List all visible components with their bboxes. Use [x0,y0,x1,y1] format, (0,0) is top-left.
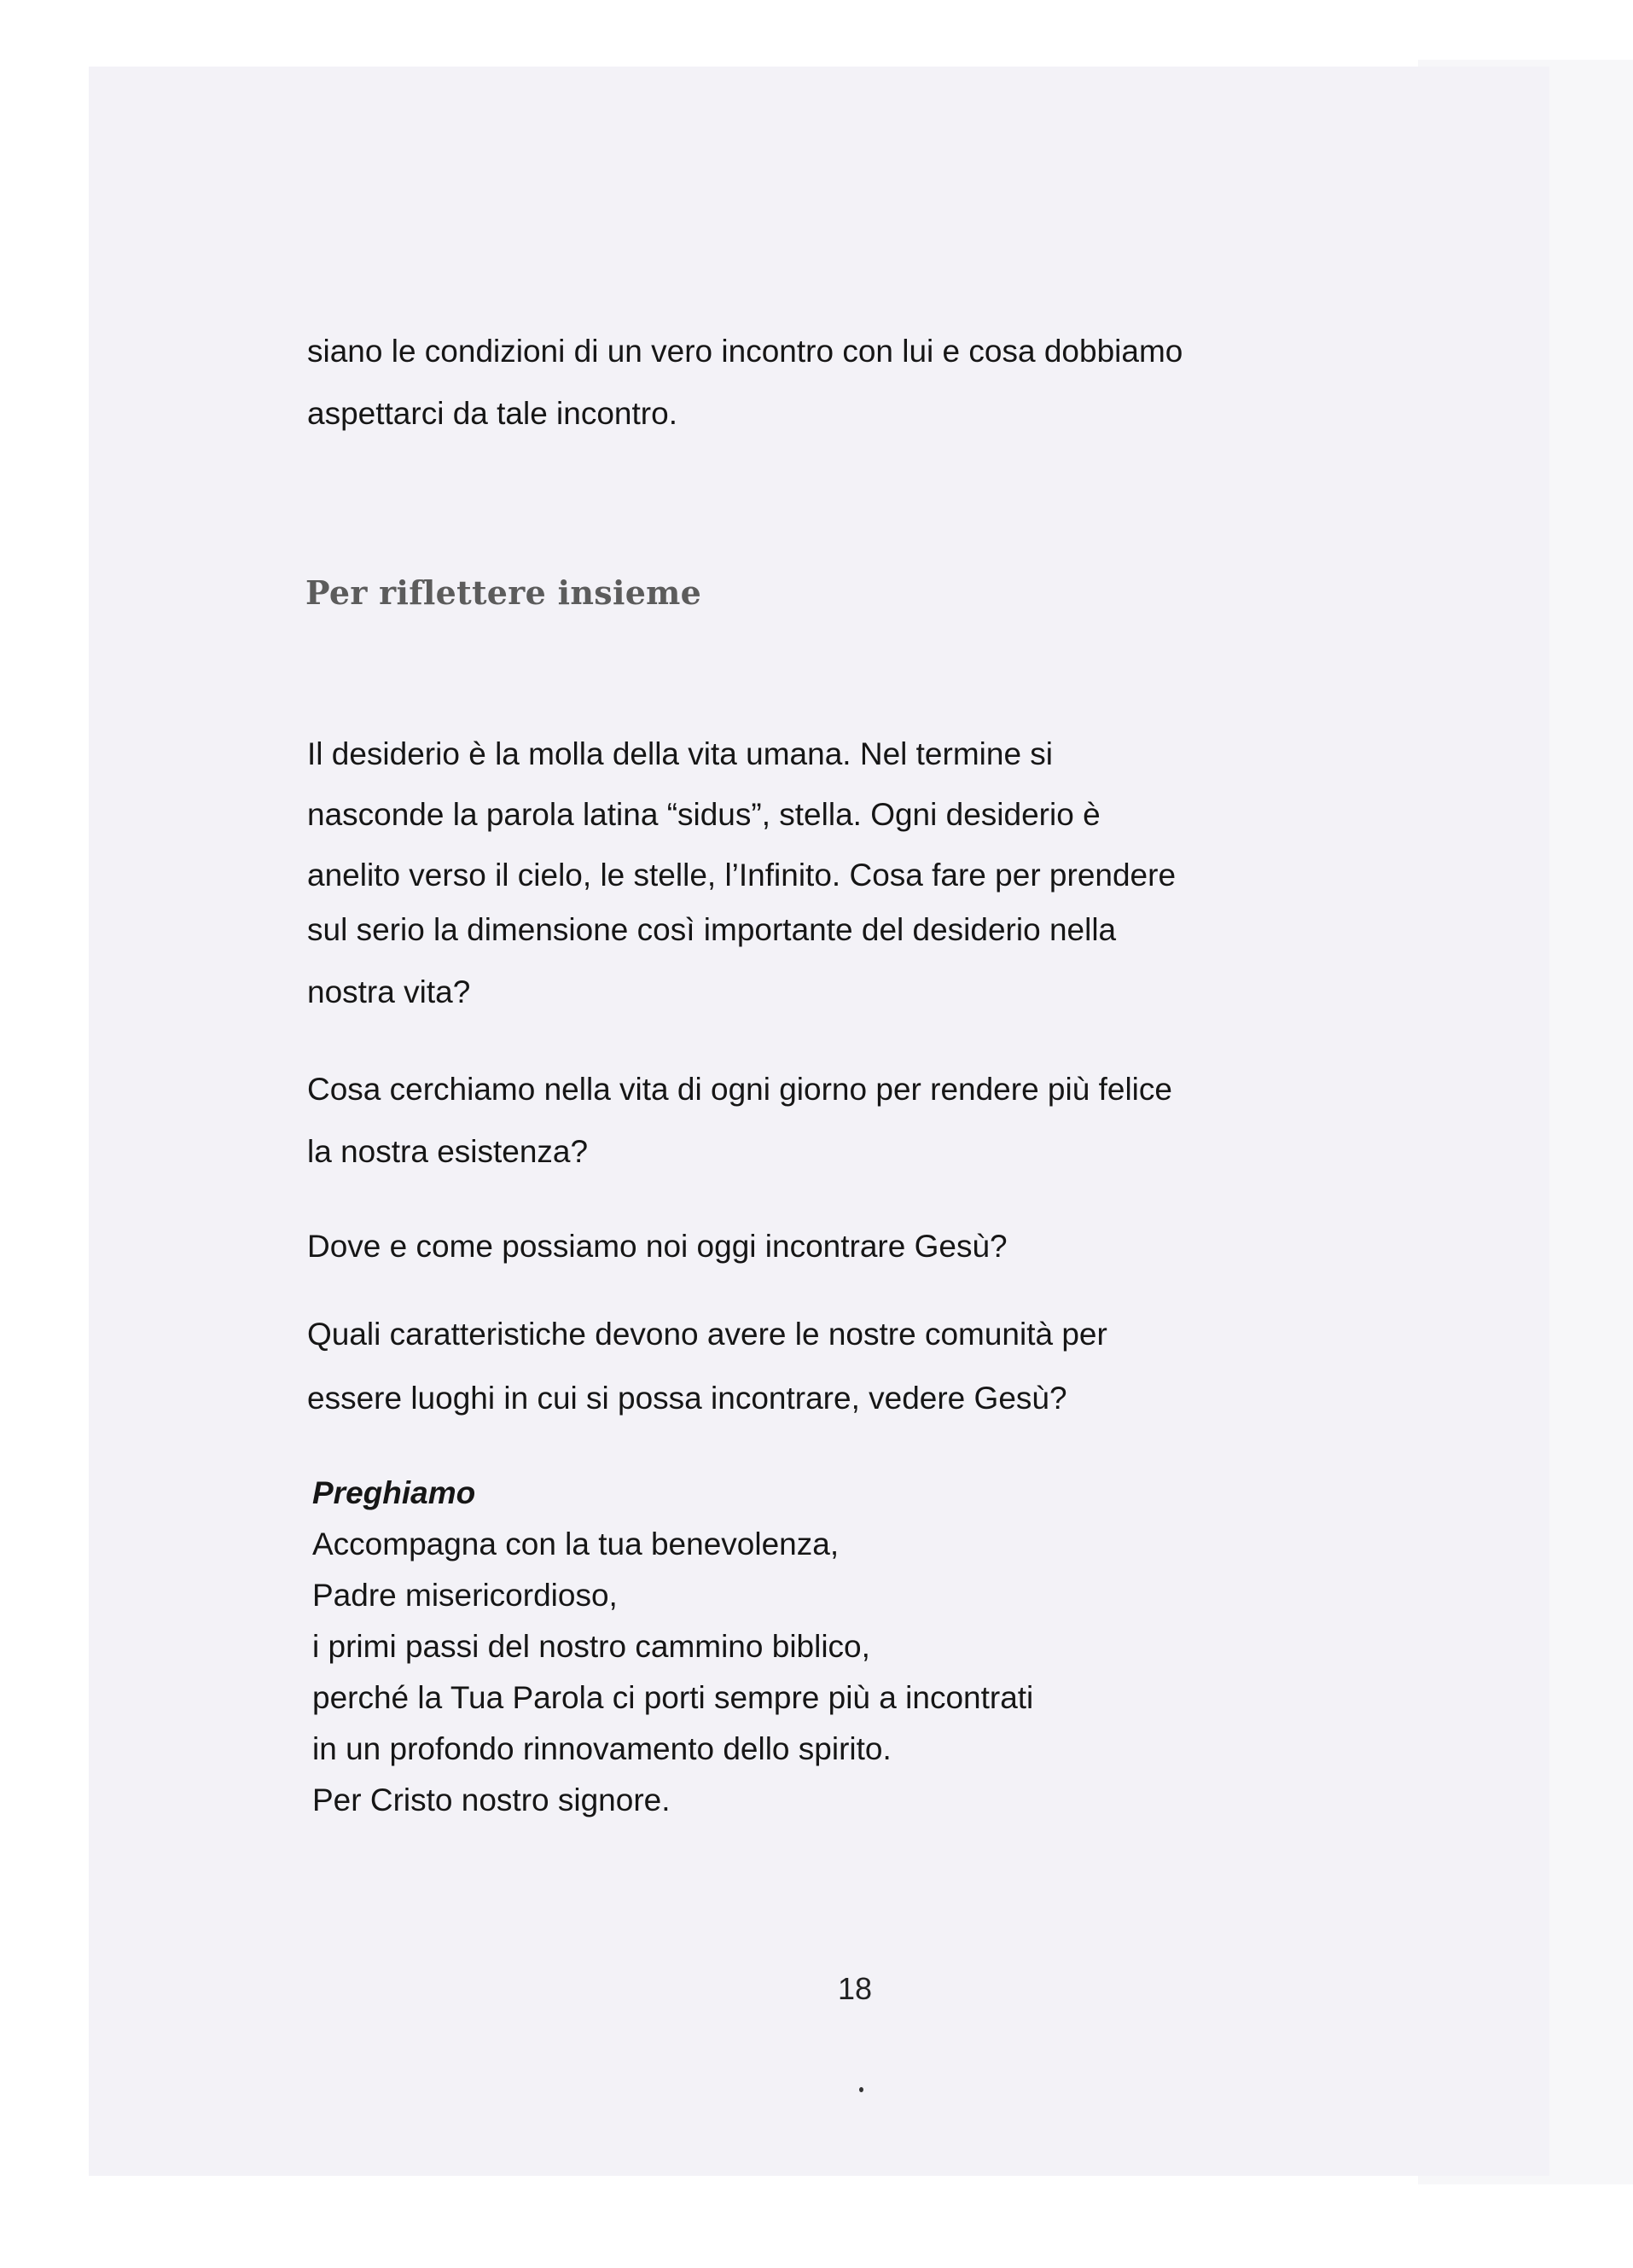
text-line: Cosa cerchiamo nella vita di ogni giorno per rendere più felice [307,1072,1172,1107]
text-line: anelito verso il cielo, le stelle, l’Infinito. Cosa fare per prendere [307,858,1177,893]
question-3 [307,1302,1107,1430]
section-heading: Per riflettere insieme [305,573,702,612]
scan-speck [859,2087,863,2092]
prayer-line: Per Cristo nostro signore. [312,1782,671,1817]
prayer-line: perché la Tua Parola ci porti sempre più a incontrati [312,1680,1034,1715]
prayer-title: Preghiamo [312,1475,476,1510]
prayer-line: Padre misericordioso, [312,1578,618,1613]
text-line: sul serio la dimensione così importante del desiderio nella [307,912,1117,947]
text-line: Quali caratteristiche devono avere le nostre comunità per [307,1317,1107,1352]
text-line: Il desiderio è la molla della vita umana. Nel termine si [307,736,1054,771]
text-line: aspettarci da tale incontro. [307,396,677,431]
intro-paragraph [307,320,1183,445]
text-line: Dove e come possiamo noi oggi incontrare Gesù? [307,1229,1008,1264]
prayer-line: i primi passi del nostro cammino biblico, [312,1629,870,1664]
reflection-paragraph [307,724,1176,1030]
question-2 [307,1215,1008,1277]
text-line: essere luoghi in cui si possa incontrare, vedere Gesù? [307,1381,1067,1416]
text-line: siano le condizioni di un vero incontro con lui e cosa dobbiamo [307,334,1183,369]
text-line: nostra vita? [307,974,471,1009]
question-1 [307,1058,1172,1183]
prayer [312,1468,1033,1826]
prayer-line: Accompagna con la tua benevolenza, [312,1527,840,1561]
text-line: nasconde la parola latina “sidus”, stella. Ogni desiderio è [307,797,1101,832]
page-number: 18 [838,1971,873,2006]
text-line: la nostra esistenza? [307,1134,589,1169]
prayer-line: in un profondo rinnovamento dello spirito. [312,1731,892,1766]
